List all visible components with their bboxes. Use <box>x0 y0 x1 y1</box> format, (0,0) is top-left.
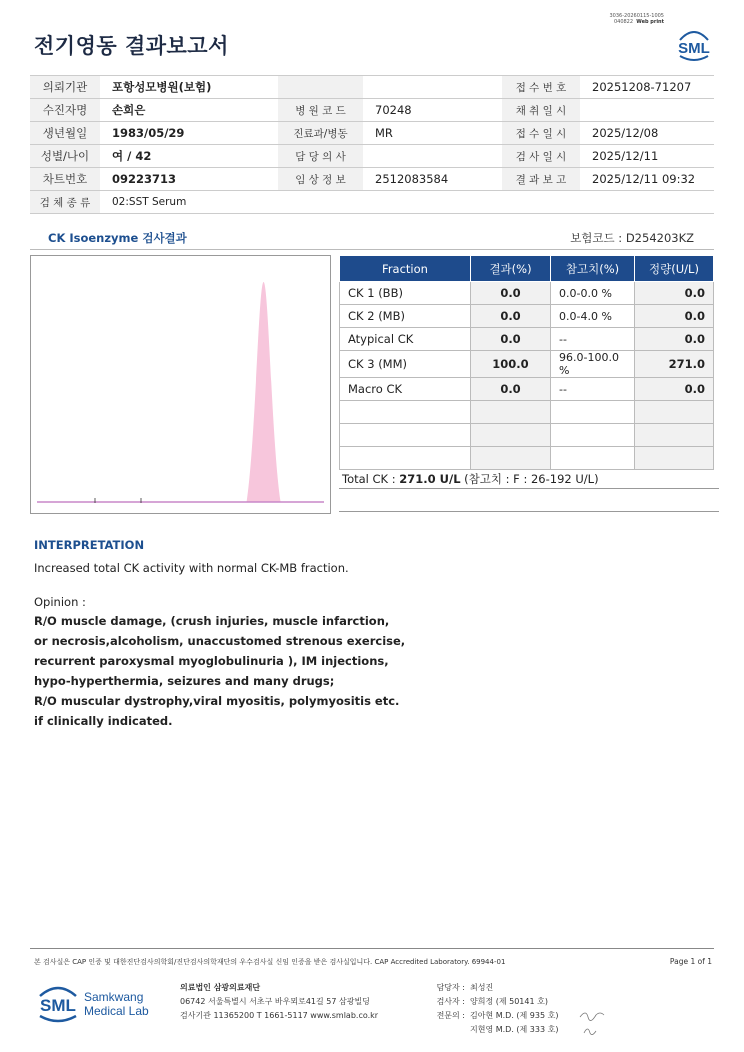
report-title: 전기영동 결과보고서 <box>34 34 229 58</box>
percent-cell: 0.0 <box>471 305 551 328</box>
info-value: 포항성모병원(보험) <box>100 76 278 99</box>
quantity-cell: 0.0 <box>635 305 714 328</box>
quantity-cell: 0.0 <box>635 378 714 401</box>
fraction-cell: CK 1 (BB) <box>340 282 471 305</box>
info-value: MR <box>363 122 502 145</box>
info-label: 채 취 일 시 <box>502 99 580 122</box>
results-table <box>339 255 714 470</box>
chart-svg <box>31 256 330 513</box>
interpretation-text: Increased total CK activity with normal CK-MB fraction. <box>34 561 349 575</box>
info-label: 결 과 보 고 <box>502 168 580 191</box>
corp-info <box>180 981 378 1023</box>
footer-logo-text: SML <box>40 996 76 1015</box>
info-value: 70248 <box>363 99 502 122</box>
opinion-label: Opinion : <box>34 595 86 609</box>
results-row <box>340 305 714 328</box>
specimen-label: 검 체 종 류 <box>30 191 100 214</box>
staff-name: 김아현 M.D. (제 935 호) <box>470 1011 559 1020</box>
info-label: 진료과/병동 <box>278 122 363 145</box>
opinion-line: R/O muscular dystrophy,viral myositis, polymyositis etc. <box>34 694 400 708</box>
info-value <box>363 145 502 168</box>
footer-divider <box>30 948 714 949</box>
info-label: 병 원 코 드 <box>278 99 363 122</box>
staff-name: 양희정 (제 50141 호) <box>470 997 548 1006</box>
logo-text: SML <box>678 40 710 57</box>
info-value: 여 / 42 <box>100 145 278 168</box>
section-title: CK Isoenzyme 검사결과 <box>48 231 187 245</box>
fraction-cell: Macro CK <box>340 378 471 401</box>
empty-cell <box>551 401 635 424</box>
empty-cell <box>635 447 714 470</box>
info-label: 임 상 정 보 <box>278 168 363 191</box>
reference-cell: 96.0-100.0 % <box>551 351 635 378</box>
opinion-line: R/O muscle damage, (crush injuries, muscle infarction, <box>34 614 390 628</box>
signature-image <box>578 1009 608 1039</box>
peak-area <box>247 282 281 502</box>
info-row-specimen <box>30 191 714 214</box>
staff-role <box>427 1023 465 1037</box>
empty-cell <box>340 447 471 470</box>
staff-role: 전문의 : <box>436 1011 465 1020</box>
info-value: 20251208-71207 <box>580 76 714 99</box>
info-value: 2025/12/08 <box>580 122 714 145</box>
total-ck-value: 271.0 U/L <box>399 472 461 486</box>
info-label <box>278 76 363 99</box>
results-row <box>340 328 714 351</box>
quantity-cell: 0.0 <box>635 282 714 305</box>
total-divider-top <box>339 488 719 489</box>
percent-cell: 0.0 <box>471 328 551 351</box>
footer-logo-name2: Medical Lab <box>84 1004 149 1018</box>
results-header: Fraction <box>340 256 471 282</box>
percent-cell: 0.0 <box>471 378 551 401</box>
results-row-empty <box>340 447 714 470</box>
staff-row <box>427 995 558 1009</box>
info-value: 2025/12/11 09:32 <box>580 168 714 191</box>
quantity-cell: 271.0 <box>635 351 714 378</box>
info-label: 접 수 번 호 <box>502 76 580 99</box>
corp-address: 06742 서울특별시 서초구 바우뫼로41길 57 삼광빌딩 <box>180 997 370 1006</box>
total-ck: Total CK : 271.0 U/L (참고치 : F : 26-192 U/L) <box>342 472 599 486</box>
patient-info-table <box>30 75 714 214</box>
fraction-cell: Atypical CK <box>340 328 471 351</box>
reference-cell: 0.0-4.0 % <box>551 305 635 328</box>
print-mode: Web print <box>636 19 664 25</box>
results-header: 결과(%) <box>471 256 551 282</box>
quantity-cell: 0.0 <box>635 328 714 351</box>
footer-logo-name1: Samkwang <box>84 990 144 1004</box>
results-header: 정량(U/L) <box>635 256 714 282</box>
empty-cell <box>340 424 471 447</box>
print-id <box>609 13 664 25</box>
info-value: 09223713 <box>100 168 278 191</box>
staff-name: 최성진 <box>470 983 494 992</box>
corp-name: 의료법인 삼광의료재단 <box>180 983 261 992</box>
staff-role: 검사자 : <box>436 997 465 1006</box>
fraction-cell: CK 2 (MB) <box>340 305 471 328</box>
samkwang-logo-icon <box>36 980 156 1026</box>
empty-cell <box>471 424 551 447</box>
section-divider <box>30 249 714 250</box>
info-value <box>580 99 714 122</box>
page-number: Page 1 of 1 <box>669 957 712 966</box>
percent-cell: 100.0 <box>471 351 551 378</box>
empty-cell <box>635 424 714 447</box>
info-value: 2512083584 <box>363 168 502 191</box>
electrophoresis-chart <box>30 255 331 514</box>
opinion-text <box>34 611 405 731</box>
info-value: 2025/12/11 <box>580 145 714 168</box>
info-row <box>30 99 714 122</box>
opinion-line: recurrent paroxysmal myoglobulinuria ), IM injections, <box>34 654 389 668</box>
sml-logo-icon <box>674 26 714 62</box>
empty-cell <box>635 401 714 424</box>
empty-cell <box>471 447 551 470</box>
info-label: 담 당 의 사 <box>278 145 363 168</box>
insurance-code: 보험코드 : D254203KZ <box>570 231 694 245</box>
corp-contact: 검사기관 11365200 T 1661-5117 www.smlab.co.kr <box>180 1011 379 1020</box>
info-label: 성별/나이 <box>30 145 100 168</box>
info-label: 접 수 일 시 <box>502 122 580 145</box>
interpretation-title: INTERPRETATION <box>34 538 145 552</box>
opinion-line: or necrosis,alcoholism, unaccustomed strenous exercise, <box>34 634 406 648</box>
empty-cell <box>551 447 635 470</box>
results-row-empty <box>340 401 714 424</box>
opinion-line: if clinically indicated. <box>34 714 173 728</box>
staff-list <box>427 981 558 1037</box>
opinion-line: hypo-hyperthermia, seizures and many drugs; <box>34 674 335 688</box>
empty-cell <box>471 401 551 424</box>
results-row <box>340 378 714 401</box>
results-header: 참고치(%) <box>551 256 635 282</box>
print-id-line1: 3036-20260115-1005 <box>609 13 664 19</box>
reference-cell: -- <box>551 378 635 401</box>
results-row-empty <box>340 424 714 447</box>
reference-cell: -- <box>551 328 635 351</box>
staff-name: 지현영 M.D. (제 333 호) <box>470 1025 559 1034</box>
empty-cell <box>340 401 471 424</box>
info-row <box>30 122 714 145</box>
info-label: 차트번호 <box>30 168 100 191</box>
info-value: 1983/05/29 <box>100 122 278 145</box>
results-row <box>340 282 714 305</box>
info-value: 손희은 <box>100 99 278 122</box>
fraction-cell: CK 3 (MM) <box>340 351 471 378</box>
total-divider-bottom <box>339 511 719 512</box>
results-row <box>340 351 714 378</box>
staff-row <box>427 1023 558 1037</box>
info-label: 생년월일 <box>30 122 100 145</box>
info-row <box>30 145 714 168</box>
info-label: 검 사 일 시 <box>502 145 580 168</box>
info-row <box>30 76 714 99</box>
specimen-value: 02:SST Serum <box>100 191 714 214</box>
accreditation-note: 본 검사실은 CAP 인증 및 대한진단검사의학회/진단검사의학재단의 우수검사실 신임 인증을 받은 검사실입니다. CAP Accredited Laboratory. 69944-01 <box>34 958 506 966</box>
percent-cell: 0.0 <box>471 282 551 305</box>
empty-cell <box>551 424 635 447</box>
print-id-line2: 040822 <box>613 19 634 25</box>
info-label: 의뢰기관 <box>30 76 100 99</box>
info-value <box>363 76 502 99</box>
staff-row <box>427 981 558 995</box>
reference-cell: 0.0-0.0 % <box>551 282 635 305</box>
staff-role: 담당자 : <box>436 983 465 992</box>
info-label: 수진자명 <box>30 99 100 122</box>
info-row <box>30 168 714 191</box>
staff-row <box>427 1009 558 1023</box>
